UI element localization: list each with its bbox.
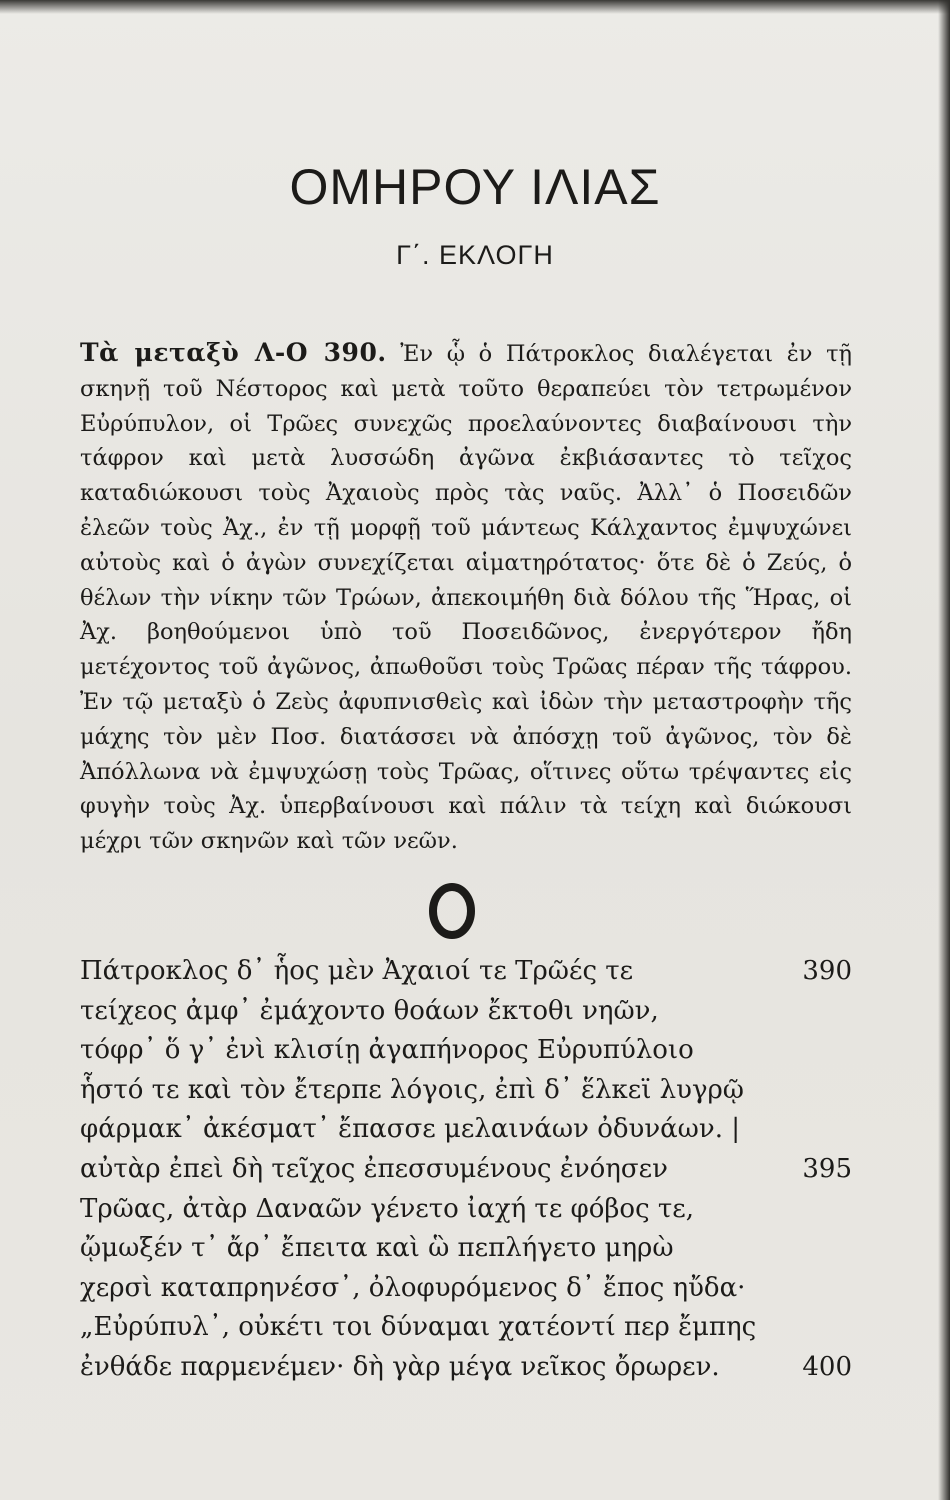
verse-text: αὐτὰρ ἐπεὶ δὴ τεῖχος ἐπεσσυμένους ἐνόησεν <box>80 1153 668 1184</box>
summary-paragraph <box>80 336 852 859</box>
verse-line <box>80 1308 852 1348</box>
book-letter-omicron <box>428 882 476 940</box>
verse-number: 400 <box>802 1351 852 1382</box>
verse-text: „Εὐρύπυλ᾽, οὐκέτι τοι δύναμαι χατέοντί περ ἔμπης <box>80 1312 757 1343</box>
verse-number: 390 <box>802 956 852 986</box>
verse-line <box>80 1348 852 1388</box>
verse-line <box>80 1071 852 1111</box>
summary-text: Ἐν ᾧ ὁ Πάτροκλος διαλέγεται ἐν τῇ σκηνῇ τοῦ Νέστορος καὶ μετὰ τοῦτο θεραπεύει τὸν τετρωμένον Εὐρύπυλον, οἱ Τρῶες συνεχῶς προελαύνοντες διαβαίνουσι τὴν τάφρον καὶ μετὰ λυσσώδη ἀγῶνα ἐκβιάσαντες τὸ τεῖχος καταδιώκουσι τοὺς Ἀχαιοὺς πρὸς τὰς ναῦς. Ἀλλ᾽ ὁ Ποσειδῶν ἐλεῶν τοὺς Ἀχ., ἐν τῇ μορφῇ τοῦ μάντεως Κάλχαντος ἐμψυχώνει αὐτοὺς καὶ ὁ ἀγὼν συνεχίζεται αἱματηρότατος· ὅτε δὲ ὁ Ζεύς, ὁ θέλων τὴν νίκην τῶν Τρώων, ἀπεκοιμήθη διὰ δόλου τῆς Ἥρας, οἱ Ἀχ. βοηθούμενοι ὑπὸ τοῦ Ποσειδῶνος, ἐνεργότερον ἤδη μετέχοντος τοῦ ἀγῶνος, ἀπωθοῦσι τοὺς Τρῶας πέραν τῆς τάφρου. Ἐν τῷ μεταξὺ ὁ Ζεὺς ἀφυπνισθεὶς καὶ ἰδὼν τὴν μεταστροφὴν τῆς μάχης τὸν μὲν Ποσ. διατάσσει νὰ ἀπόσχῃ τοῦ ἀγῶνος, τὸν δὲ Ἀπόλλωνα νὰ ἐμψυχώσῃ τοὺς Τρῶας, οἵτινες οὕτω τρέψαντες εἰς φυγὴν τοὺς Ἀχ. ὑπερβαίνουσι καὶ πάλιν τὰ τείχη καὶ διώκουσι μέχρι τῶν σκηνῶν καὶ τῶν νεῶν. <box>80 341 853 855</box>
verse-line <box>80 1190 852 1230</box>
verse-text: χερσὶ καταπρηνέσσ᾽, ὀλοφυρόμενος δ᾽ ἔπος ηὔδα· <box>80 1272 746 1303</box>
verse-number: 395 <box>802 1153 852 1184</box>
verse-text: ἧστό τε καὶ τὸν ἔτερπε λόγοις, ἐπὶ δ᾽ ἕλκεϊ λυγρῷ <box>80 1074 744 1105</box>
verse-line <box>80 1229 852 1269</box>
verse-text: Πάτροκλος δ᾽ ἧος μὲν Ἀχαιοί τε Τρῶές τε <box>80 956 634 986</box>
verse-line <box>80 952 852 992</box>
verse-line <box>80 1150 852 1190</box>
page-subtitle: Γ΄. ΕΚΛΟΓΗ <box>396 240 554 270</box>
verse-line <box>80 992 852 1032</box>
verse-text: φάρμακ᾽ ἀκέσματ᾽ ἔπασσε μελαινάων ὀδυνάων. | <box>80 1114 740 1145</box>
verse-text: ᾤμωξέν τ᾽ ἄρ᾽ ἔπειτα καὶ ὣ πεπλήγετο μηρὼ <box>80 1233 674 1264</box>
summary-heading: Τὰ μεταξὺ Λ-Ο 390. <box>80 338 387 367</box>
verse-text: τείχεος ἀμφ᾽ ἐμάχοντο θοάων ἔκτοθι νηῶν, <box>80 995 659 1026</box>
verse-block <box>80 952 852 1388</box>
page-title: ΟΜΗΡΟΥ ΙΛΙΑΣ <box>289 159 661 215</box>
verse-text: τόφρ᾽ ὅ γ᾽ ἐνὶ κλισίῃ ἀγαπήνορος Εὐρυπύλοιο <box>80 1035 694 1066</box>
book-letter-omicron-glyph <box>428 882 476 940</box>
verse-line <box>80 1269 852 1309</box>
verse-text: ἐνθάδε παρμενέμεν· δὴ γὰρ μέγα νεῖκος ὄρωρεν. <box>80 1351 720 1382</box>
verse-line <box>80 1110 852 1150</box>
verse-text: Τρῶας, ἀτὰρ Δαναῶν γένετο ἰαχή τε φόβος τε, <box>80 1193 695 1224</box>
verse-line <box>80 1031 852 1071</box>
